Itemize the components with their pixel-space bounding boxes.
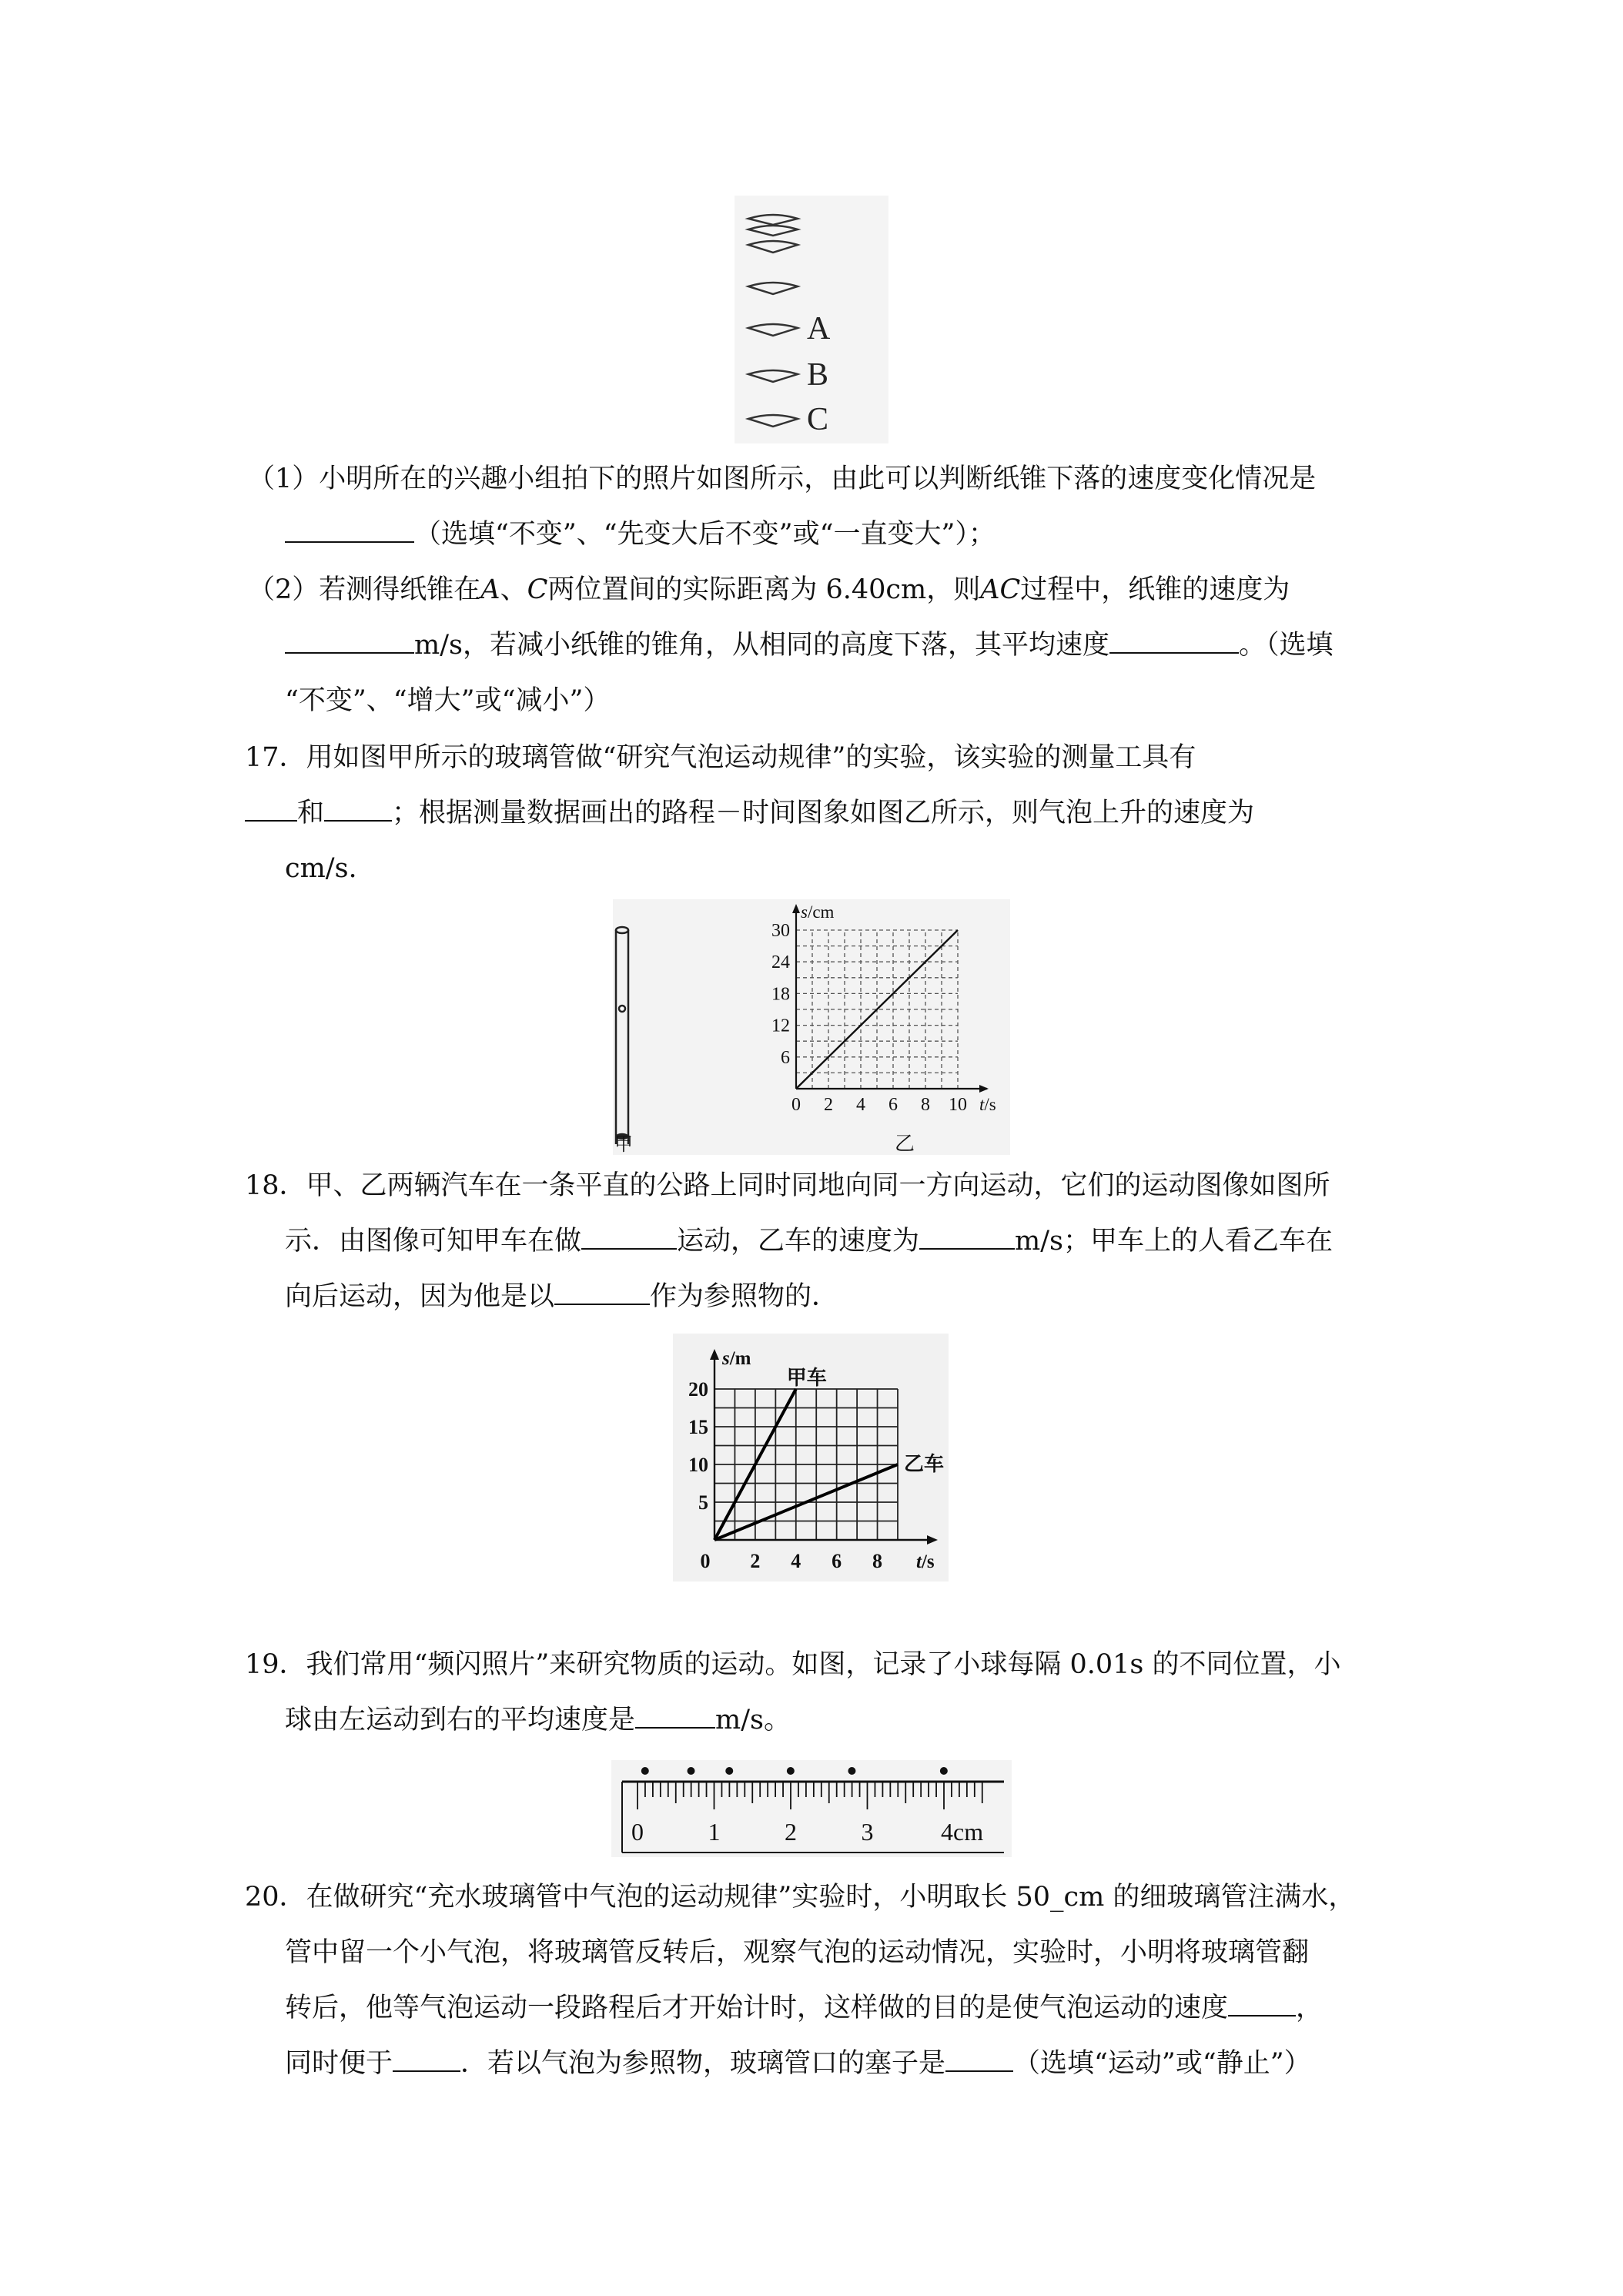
- x-tick-label: 10: [949, 1095, 967, 1115]
- x-tick-label: 4: [791, 1550, 801, 1572]
- answer-blank[interactable]: [581, 1225, 677, 1250]
- series-label-jia-car: 甲车: [786, 1367, 827, 1389]
- q19-ruler-figure: [611, 1760, 1012, 1857]
- answer-blank[interactable]: [1109, 629, 1239, 654]
- x-axis-label: t/s: [979, 1095, 996, 1114]
- answer-blank[interactable]: [393, 2047, 460, 2072]
- ball-position-dot: [940, 1767, 948, 1775]
- q17-line3: cm/s.: [285, 853, 357, 884]
- x-tick-label: 6: [888, 1095, 898, 1115]
- paper-cone-figure: [735, 196, 888, 443]
- air-bubble: [619, 1006, 625, 1012]
- x-tick-label: 8: [872, 1550, 883, 1572]
- answer-blank[interactable]: [1228, 1992, 1296, 2017]
- q17-line2: 和 ；根据测量数据画出的路程－时间图象如图乙所示，则气泡上升的速度为: [245, 796, 1254, 830]
- answer-blank[interactable]: [245, 797, 297, 822]
- y-tick-label: 12: [771, 1016, 790, 1036]
- q16-part2-line1: （2）若测得纸锥在A、C两位置间的实际距离为 6.40cm，则AC过程中，纸锥的速度为: [248, 574, 1290, 605]
- y-tick-label: 18: [771, 984, 790, 1005]
- x-tick-label: 0: [700, 1550, 711, 1572]
- ruler-label: 0: [631, 1818, 644, 1846]
- y-tick-label: 20: [688, 1378, 708, 1401]
- x-tick-label: 8: [921, 1095, 930, 1115]
- q18-line1: 18．甲、乙两辆汽车在一条平直的公路上同时同地向同一方向运动，它们的运动图像如图所: [245, 1170, 1330, 1201]
- answer-blank[interactable]: [324, 797, 392, 822]
- q17-line1: 17．用如图甲所示的玻璃管做“研究气泡运动规律”的实验，该实验的测量工具有: [245, 742, 1196, 773]
- y-tick-label: 15: [688, 1416, 708, 1438]
- ball-position-dot: [641, 1767, 649, 1775]
- q18-figure: [673, 1334, 949, 1581]
- x-tick-label: 2: [824, 1095, 833, 1115]
- y-axis-label: s/m: [722, 1348, 751, 1369]
- label-c: C: [807, 402, 829, 437]
- q20-line1: 20．在做研究“充水玻璃管中气泡的运动规律”实验时，小明取长 50_cm 的细玻璃管注满水，: [245, 1882, 1356, 1913]
- q20-line3: 转后，他等气泡运动一段路程后才开始计时，这样做的目的是使气泡运动的速度 ，: [285, 1993, 1323, 2023]
- q19-line1: 19．我们常用“频闪照片”来研究物质的运动。如图，记录了小球每隔 0.01s 的不同位置，小: [245, 1649, 1341, 1680]
- answer-blank[interactable]: [635, 1704, 715, 1729]
- y-tick-label: 6: [781, 1047, 790, 1068]
- label-a: A: [807, 311, 831, 346]
- q17-figure: [613, 899, 1010, 1155]
- x-axis-label: t/s: [916, 1551, 935, 1572]
- ball-position-dot: [688, 1767, 695, 1775]
- q20-line2: 管中留一个小气泡，将玻璃管反转后，观察气泡的运动情况，实验时，小明将玻璃管翻: [285, 1937, 1310, 1968]
- ball-position-dot: [725, 1767, 733, 1775]
- y-tick-label: 24: [771, 952, 790, 973]
- q18-line3: 向后运动，因为他是以 作为参照物的．: [285, 1281, 839, 1312]
- y-tick-label: 5: [698, 1491, 708, 1514]
- x-tick-label: 2: [750, 1550, 761, 1572]
- answer-blank[interactable]: [919, 1225, 1015, 1250]
- answer-blank[interactable]: [285, 629, 414, 654]
- q16-part2-line2: m/s，若减小纸锥的锥角，从相同的高度下落，其平均速度 。（选填: [285, 628, 1333, 662]
- q20-line4: 同时便于 ．若以气泡为参照物，玻璃管口的塞子是 （选填“运动”或“静止”）: [285, 2048, 1311, 2079]
- q19-line2: 球由左运动到右的平均速度是 m/s。: [285, 1705, 791, 1735]
- series-label-yi-car: 乙车: [904, 1453, 945, 1475]
- figure-label-jia: 甲: [614, 1135, 633, 1155]
- ruler-label: 2: [785, 1818, 797, 1846]
- q16-part1-line1: （1）小明所在的兴趣小组拍下的照片如图所示，由此可以判断纸锥下落的速度变化情况是: [248, 464, 1317, 494]
- q16-part1-line2: （选填“不变”、“先变大后不变”或“一直变大”）；: [285, 517, 996, 551]
- answer-blank[interactable]: [945, 2047, 1013, 2072]
- y-tick-label: 30: [771, 921, 790, 941]
- label-b: B: [807, 357, 829, 393]
- y-tick-label: 10: [688, 1454, 708, 1476]
- ruler-label: 4cm: [941, 1818, 984, 1846]
- x-tick-label: 0: [791, 1095, 801, 1115]
- q18-line2: 示．由图像可知甲车在做 运动，乙车的速度为 m/s；甲车上的人看乙车在: [285, 1226, 1333, 1257]
- ball-position-dot: [848, 1767, 855, 1775]
- q16-part2-line3: “不变”、“增大”或“减小”）: [285, 685, 611, 716]
- ball-position-dot: [787, 1767, 795, 1775]
- ruler-label: 1: [708, 1818, 721, 1846]
- y-axis-label: s/cm: [801, 902, 835, 922]
- answer-blank[interactable]: [554, 1280, 650, 1305]
- answer-blank[interactable]: [285, 518, 414, 543]
- figure-label-yi: 乙: [895, 1133, 915, 1155]
- x-tick-label: 4: [856, 1095, 865, 1115]
- ruler-label: 3: [861, 1818, 874, 1846]
- x-tick-label: 6: [832, 1550, 842, 1572]
